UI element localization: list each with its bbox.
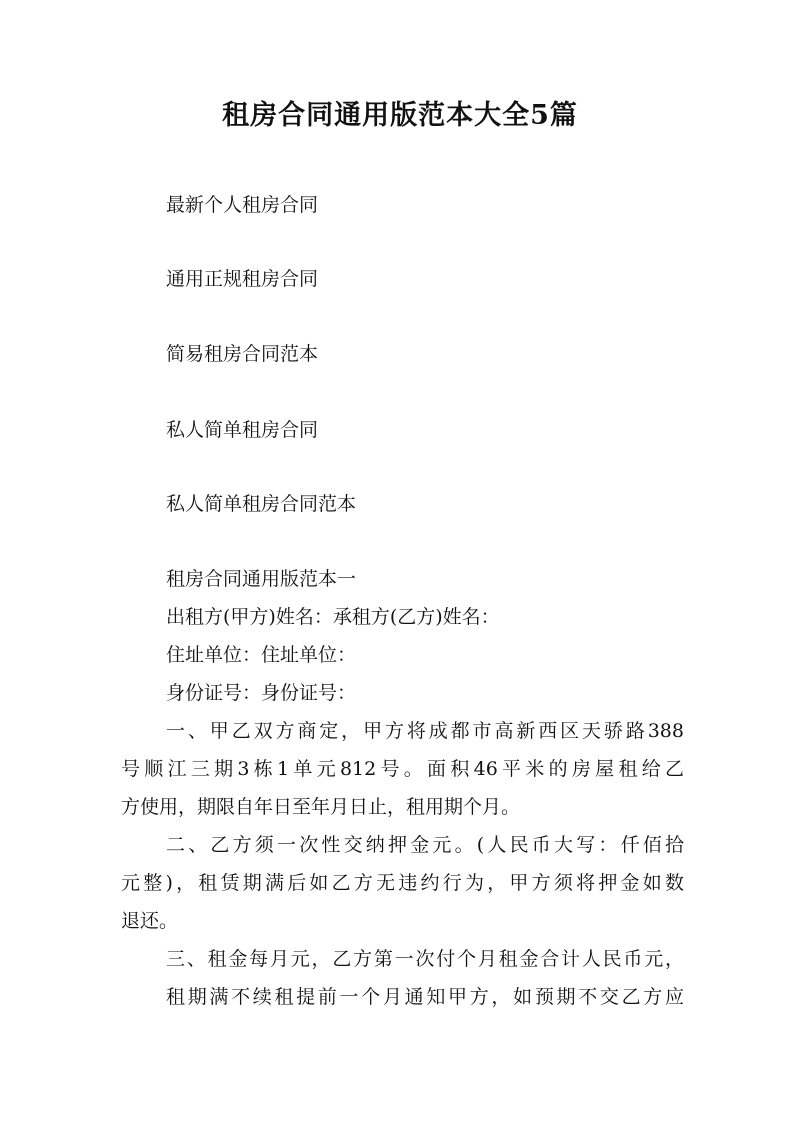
clause-line: 退还。 — [121, 910, 179, 932]
clause-line: 二、乙方须一次性交纳押金元。(人民币大写：仟佰拾 — [166, 834, 684, 856]
toc-item: 私人简单租房合同范本 — [166, 493, 357, 515]
clause-line: 方使用，期限自年日至年月日止，租用期个月。 — [121, 796, 521, 818]
clause-line: 三、租金每月元，乙方第一次付个月租金合计人民币元， — [166, 948, 684, 970]
clause-line: 号顺江三期3栋1单元812号。面积46平米的房屋租给乙 — [121, 758, 684, 780]
id-line: 身份证号：身份证号： — [166, 682, 357, 704]
document-title: 租房合同通用版范本大全5篇 — [222, 100, 578, 131]
toc-item: 简易租房合同范本 — [166, 343, 319, 365]
toc-item: 私人简单租房合同 — [166, 419, 319, 441]
clause-line: 租期满不续租提前一个月通知甲方，如预期不交乙方应 — [166, 986, 684, 1008]
section-heading: 租房合同通用版范本一 — [166, 568, 357, 590]
address-line: 住址单位：住址单位： — [166, 644, 357, 666]
toc-item: 最新个人租房合同 — [166, 194, 319, 216]
clause-line: 一、甲乙双方商定，甲方将成都市高新西区天骄路388 — [166, 720, 684, 742]
party-line: 出租方(甲方)姓名：承租方(乙方)姓名： — [166, 606, 500, 628]
toc-item: 通用正规租房合同 — [166, 268, 319, 290]
clause-line: 元整)，租赁期满后如乙方无违约行为，甲方须将押金如数 — [121, 872, 684, 894]
